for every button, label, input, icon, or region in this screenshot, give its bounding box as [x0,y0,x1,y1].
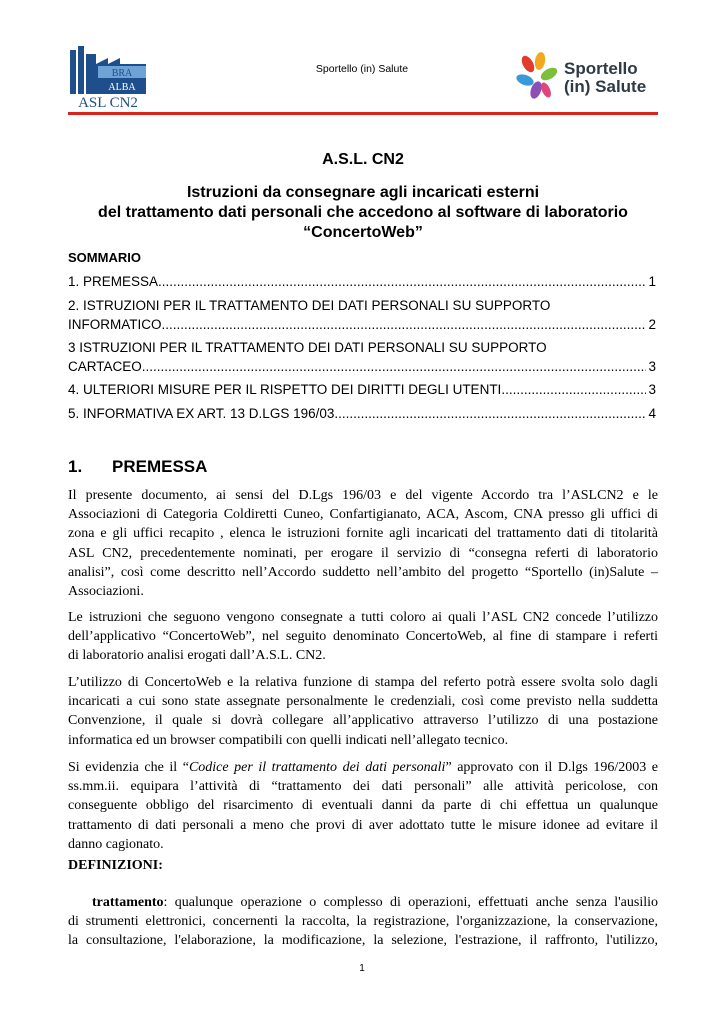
section-heading [68,457,207,477]
text-line: Le istruzioni che seguono vengono consegnate a tutti coloro ai quali l’ASL CN2 concede l’utilizzo [68,610,658,625]
toc-entry[interactable] [68,380,656,399]
section-title: PREMESSA [112,457,208,476]
definition-term: trattamento [92,895,164,910]
text-line [68,893,658,912]
document-title-line: Istruzioni da consegnare agli incaricati esterni [186,184,540,201]
logo-text-alba: ALBA [108,82,136,93]
text-fragment: ” approvato con il D.lgs 196/2003 e [445,760,658,775]
organization-title: A.S.L. CN2 [322,151,404,168]
toc-entry-title: 3 ISTRUZIONI PER IL TRATTAMENTO DEI DATI PERSONALI SU SUPPORTO [68,340,547,355]
paragraph-premessa-4 [68,758,658,854]
toc-entry-title: CARTACEO [68,359,142,374]
document-title-line: “ConcertoWeb” [303,224,423,241]
logo-text-bra: BRA [111,68,133,79]
text-line: conseguente obbligo del risarcimento di eventuali danni da parte di chi effettua un qualunque [68,798,658,814]
toc-entry-title: 1. PREMESSA [68,274,159,289]
sportello-salute-logo [516,52,658,102]
summary-heading: SOMMARIO [68,250,141,265]
definitions-heading: DEFINIZIONI: [68,858,163,873]
text-fragment: : qualunque operazione o complesso di operazioni, effettuati anche senza l'ausilio [163,895,658,910]
text-line: ss.mm.ii. equipara l’attività di “trattamento dei dati personali” alle attività pericolose, con [68,779,658,795]
page-number: 1 [359,963,365,974]
paragraph-premessa-3 [68,673,658,750]
toc-leader [142,357,647,376]
text-line: L’utilizzo di ConcertoWeb e la relativa funzione di stampa del referto potrà essere svolta solo dagli [68,675,658,690]
toc-entry[interactable] [68,272,656,291]
text-line: Associazioni. [68,584,144,600]
section-number: 1. [68,457,83,476]
toc-page-number: 3 [648,382,656,397]
toc-entry-title: 5. INFORMATIVA EX ART. 13 D.LGS 196/03 [68,406,335,421]
logo-text-sportello: Sportello [564,59,638,78]
text-line: danno cagionato. [68,836,164,852]
toc-page-number: 1 [648,274,656,289]
header-divider [68,112,658,115]
document-title [68,183,658,243]
logo-text-aslcn2: ASL CN2 [78,95,138,110]
text-line: trattamento di dati personali a meno che provi di aver adottato tutte le misure idonee ad evitare il [68,817,658,833]
text-line: dell’applicativo “ConcertoWeb”, nel seguito denominato ConcertoWeb, al fine di stampare i referti [68,629,658,645]
toc-leader [162,315,647,334]
paragraph-premessa-2 [68,608,658,666]
toc-entry-title: 2. ISTRUZIONI PER IL TRATTAMENTO DEI DATI PERSONALI SU SUPPORTO [68,298,551,313]
text-line: la consultazione, l'elaborazione, la modificazione, la selezione, l'estrazione, il raffronto, l'utilizzo, [68,933,658,949]
toc-page-number: 4 [648,406,656,421]
text-line: Convenzione, il quale si dovrà collegare all’applicativo attraverso l’utilizzo di una postazione [68,713,658,729]
text-line: analisi”, così come descritto nell’Accordo suddetto nell’ambito del progetto “Sportello (in)Salute – [68,564,658,580]
definition-trattamento [68,893,658,951]
toc-leader [501,380,646,399]
toc-entry-title: 4. ULTERIORI MISURE PER IL RISPETTO DEI DIRITTI DEGLI UTENTI [68,382,502,397]
toc-page-number: 3 [648,359,656,374]
document-title-line: del trattamento dati personali che accedono al software di laboratorio [98,204,628,221]
text-line: zona e gli uffici recapito , elenca le istruzioni fornite agli incaricati del trattamento dati di titolarità [68,526,658,542]
text-line: di laboratorio analisi erogati dall’A.S.L. CN2. [68,648,326,664]
text-line: di strumenti elettronici, concernenti la raccolta, la registrazione, l'organizzazione, la conservazione, [68,914,658,930]
text-line: incaricati a cui sono state assegnate personalmente le credenziali, così come previsto nella suddetta [68,694,658,710]
text-line [68,758,658,777]
text-fragment: Si evidenzia che il “ [68,760,189,775]
toc-leader [158,272,646,291]
logo-text-insalute: (in) Salute [564,77,647,96]
paragraph-premessa-1 [68,486,658,601]
asl-cn2-logo [68,44,148,110]
toc-entry[interactable] [68,338,656,376]
text-line: ASL CN2, precedentemente nominati, per erogare il servizio di “consegna referti di laboratorio [68,545,658,561]
text-line: Il presente documento, ai sensi del D.Lgs 196/03 e del vigente Accordo tra l’ASLCN2 e le [68,488,658,503]
asl-cn2-logo-graphic [68,44,148,110]
hands-icon [516,52,658,102]
code-title-italic: Codice per il trattamento dei dati personali [188,760,446,775]
toc-entry[interactable] [68,296,656,334]
text-line: informatica ed un browser compatibili con quelli indicati nell’allegato tecnico. [68,732,509,748]
header-title: Sportello (in) Salute [315,63,409,75]
toc-page-number: 2 [648,317,656,332]
toc-entry-title: INFORMATICO [68,317,162,332]
toc-entry[interactable] [68,404,656,423]
text-line: Associazioni di Categoria Coldiretti Cuneo, Confartigianato, ACA, Ascom, CNA presso gli uffici di [68,507,658,523]
toc-leader [334,404,646,423]
